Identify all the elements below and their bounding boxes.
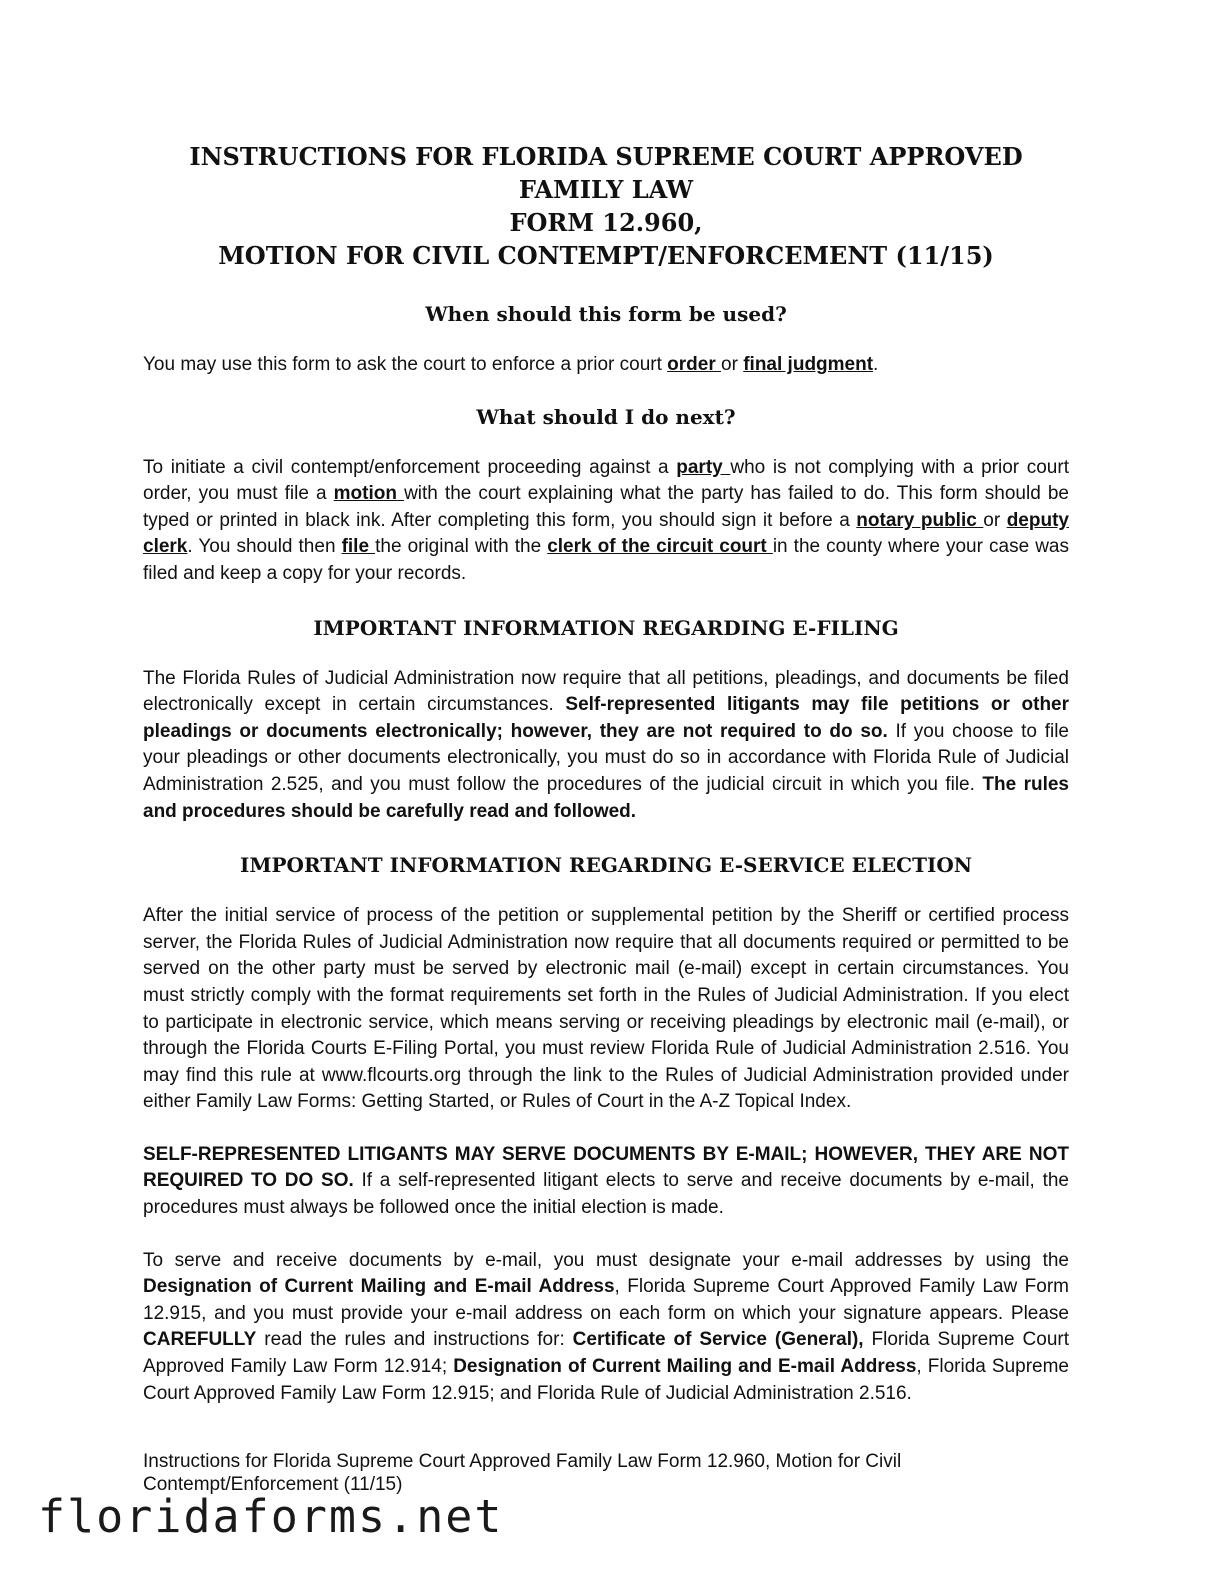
link-clerk-of-circuit-court[interactable]: clerk of the circuit court (547, 536, 773, 558)
title-line-2: FORM 12.960, (509, 208, 703, 237)
watermark: floridaforms.net (38, 1490, 504, 1543)
paragraph-e-service-3 (143, 1248, 1069, 1408)
text-run: , Florida Supreme Court Approved Family Law Form 12.915; and Florida Rule of Judicial Administration 2.516. (143, 1356, 1070, 1404)
text-run: If you choose to file your pleadings or other documents electronically, you must do so in accordance with Florida Rule of Judicial Administration 2.525, and you must follow the procedures of the judicial circuit in which you file. (143, 720, 1069, 795)
text-run: To initiate a civil contempt/enforcement proceeding against a (143, 456, 677, 478)
paragraph-what-next (143, 455, 1069, 588)
document-page (143, 140, 1069, 1407)
bold-run: SELF-REPRESENTED LITIGANTS MAY SERVE DOCUMENTS BY E-MAIL; HOWEVER, THEY ARE NOT REQUIRED TO DO SO. (143, 1143, 1069, 1192)
text-run: read the rules and instructions for: (256, 1329, 573, 1351)
text-run: with the court explaining what the party has failed to do. This form should be typed or printed in black ink. After completing this form, you should sign it before a (143, 483, 1069, 531)
paragraph-e-service-1: After the initial service of process of the petition or supplemental petition by the Sheriff or certified process server, the Florida Rules of Judicial Administration now require that all documents required or permitted to be served on the other party must be served by electronic mail (e-mail) except in certain circumstances. You must strictly comply with the format requirements set forth in the Rules of Judicial Administration. If you elect to participate in electronic service, which means serving or receiving pleadings by electronic mail (e-mail), or through the Florida Courts E-Filing Portal, you must review Florida Rule of Judicial Administration 2.516. You may find this rule at www.flcourts.org through the link to the Rules of Judicial Administration provided under either Family Law Forms: Getting Started, or Rules of Court in the A-Z Topical Index. (143, 905, 1069, 1113)
text-run: You may use this form to ask the court to enforce a prior court (143, 354, 668, 375)
link-order[interactable]: order (667, 354, 722, 375)
text-run: To serve and receive documents by e-mail, you must designate your e-mail addresses by using the (143, 1249, 1069, 1271)
text-run: . You should then (187, 536, 342, 558)
bold-run: CAREFULLY (143, 1329, 257, 1351)
paragraph-e-service-2 (143, 1142, 1069, 1222)
bold-run: Self-represented litigants may file petitions or other pleadings or documents electronically; however, they are not required to do so. (143, 694, 1070, 742)
title-line-1: INSTRUCTIONS FOR FLORIDA SUPREME COURT APPROVED FAMILY LAW (189, 142, 1023, 204)
title-line-3: MOTION FOR CIVIL CONTEMPT/ENFORCEMENT (11/15) (218, 241, 994, 270)
text-run: or (721, 354, 744, 375)
link-file[interactable]: file (341, 536, 376, 558)
heading-e-filing: IMPORTANT INFORMATION REGARDING E-FILING (313, 615, 899, 640)
page-footer: Instructions for Florida Supreme Court Approved Family Law Form 12.960, Motion for Civil Contempt/Enforcement (11/15) (143, 1451, 902, 1495)
document-title (143, 140, 1069, 272)
bold-run: The rules and procedures should be carefully read and followed. (143, 773, 1069, 822)
text-run: who is not complying with a prior court order, you must file a (143, 456, 1069, 505)
text-run: , Florida Supreme Court Approved Family Law Form 12.915, and you must provide your e-mail address on each form on which your signature appears. Please (143, 1276, 1069, 1324)
text-run: the original with the (375, 536, 548, 558)
link-motion[interactable]: motion (333, 483, 405, 505)
heading-e-service: IMPORTANT INFORMATION REGARDING E-SERVICE ELECTION (239, 853, 973, 878)
bold-run: Designation of Current Mailing and E-mail Address (453, 1356, 917, 1378)
heading-what-next: What should I do next? (476, 404, 736, 429)
text-run: . (873, 354, 879, 375)
paragraph-when-used (143, 352, 1069, 379)
link-deputy-clerk[interactable]: deputy clerk (143, 509, 1069, 558)
paragraph-e-filing (143, 666, 1069, 826)
link-final-judgment[interactable]: final judgment (743, 354, 874, 375)
text-run: or (983, 509, 1007, 531)
text-run: The Florida Rules of Judicial Administration now require that all petitions, pleadings, and documents be filed electronically except in certain circumstances. (143, 667, 1069, 716)
link-notary-public[interactable]: notary public (856, 509, 984, 531)
text-run: in the county where your case was filed and keep a copy for your records. (143, 536, 1069, 584)
link-party[interactable]: party (676, 456, 731, 478)
text-run: If a self-represented litigant elects to serve and receive documents by e-mail, the procedures must always be followed once the initial election is made. (143, 1170, 1069, 1219)
text-run: Florida Supreme Court Approved Family Law Form 12.914; (143, 1329, 1069, 1378)
heading-when-used: When should this form be used? (425, 302, 787, 326)
bold-run: Designation of Current Mailing and E-mail Address (143, 1276, 615, 1298)
bold-run: Certificate of Service (General), (572, 1329, 864, 1351)
